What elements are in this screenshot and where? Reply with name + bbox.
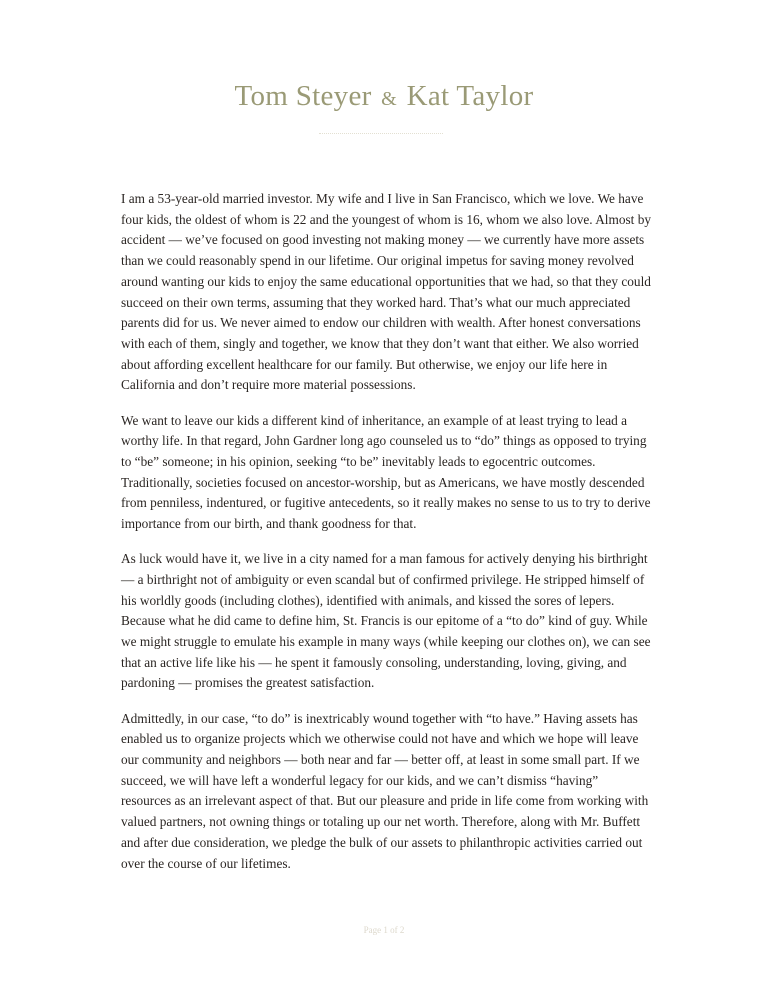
letter-body [121, 189, 651, 889]
letterhead-title [0, 80, 768, 113]
letterhead-name-two: Kat Taylor [406, 80, 534, 112]
page-number: Page 1 of 2 [363, 925, 405, 935]
letterhead-ampersand: & [381, 88, 398, 110]
letterhead-name-one: Tom Steyer [234, 80, 372, 112]
letter-paragraph-1: I am a 53-year-old married investor. My wife and I live in San Francisco, which we love. We have four kids, the oldest of whom is 22 and the youngest of whom is 16, whom we also love. Almost by accident — we’ve focused on good investing not making money — we currently have more assets than we could reasonably spend in our lifetime. Our original impetus for saving money revolved around wanting our kids to enjoy the same educational opportunities that we had, so that they could succeed on their own terms, assuming that they worked hard. That’s what our much appreciated parents did for us. We never aimed to endow our children with wealth. After honest conversations with each of them, singly and together, we know that they don’t want that either. We also worried about affording excellent healthcare for our family. But otherwise, we enjoy our life here in California and don’t require more material possessions. [121, 191, 651, 393]
letter-paragraph-3: As luck would have it, we live in a city named for a man famous for actively denying his birthright — a birthright not of ambiguity or even scandal but of confirmed privilege. He stripped himself of his worldly goods (including clothes), identified with animals, and kissed the sores of lepers. Because what he did came to define him, St. Francis is our epitome of a “to do” kind of guy. While we might struggle to emulate his example in many ways (while keeping our clothes on), we can see that an active life like his — he spent it famously consoling, understanding, loving, giving, and pardoning — promises the greatest satisfaction. [121, 551, 651, 691]
letterhead-divider [319, 133, 443, 134]
letter-paragraph-2: We want to leave our kids a different kind of inheritance, an example of at least trying to lead a worthy life. In that regard, John Gardner long ago counseled us to “do” things as opposed to trying to “be” someone; in his opinion, seeking “to be” inevitably leads to egocentric outcomes. Traditionally, societies focused on ancestor-worship, but as Americans, we have mostly descended from penniless, indentured, or fugitive antecedents, so it really makes no sense to us to try to derive importance from our birth, and thank goodness for that. [121, 412, 651, 532]
letter-paragraph-4: Admittedly, in our case, “to do” is inextricably wound together with “to have.” Having assets has enabled us to organize projects which we otherwise could not have and which we hope will leave our community and neighbors — both near and far — better off, at least in some small part. If we succeed, we will have left a wonderful legacy for our kids, and we can’t dismiss “having” resources as an irrelevant aspect of that. But our pleasure and pride in life come from working with valued partners, not owning things or totaling up our net worth. Therefore, along with Mr. Buffett and after due consideration, we pledge the bulk of our assets to philanthropic activities carried out over the course of our lifetimes. [121, 710, 649, 871]
